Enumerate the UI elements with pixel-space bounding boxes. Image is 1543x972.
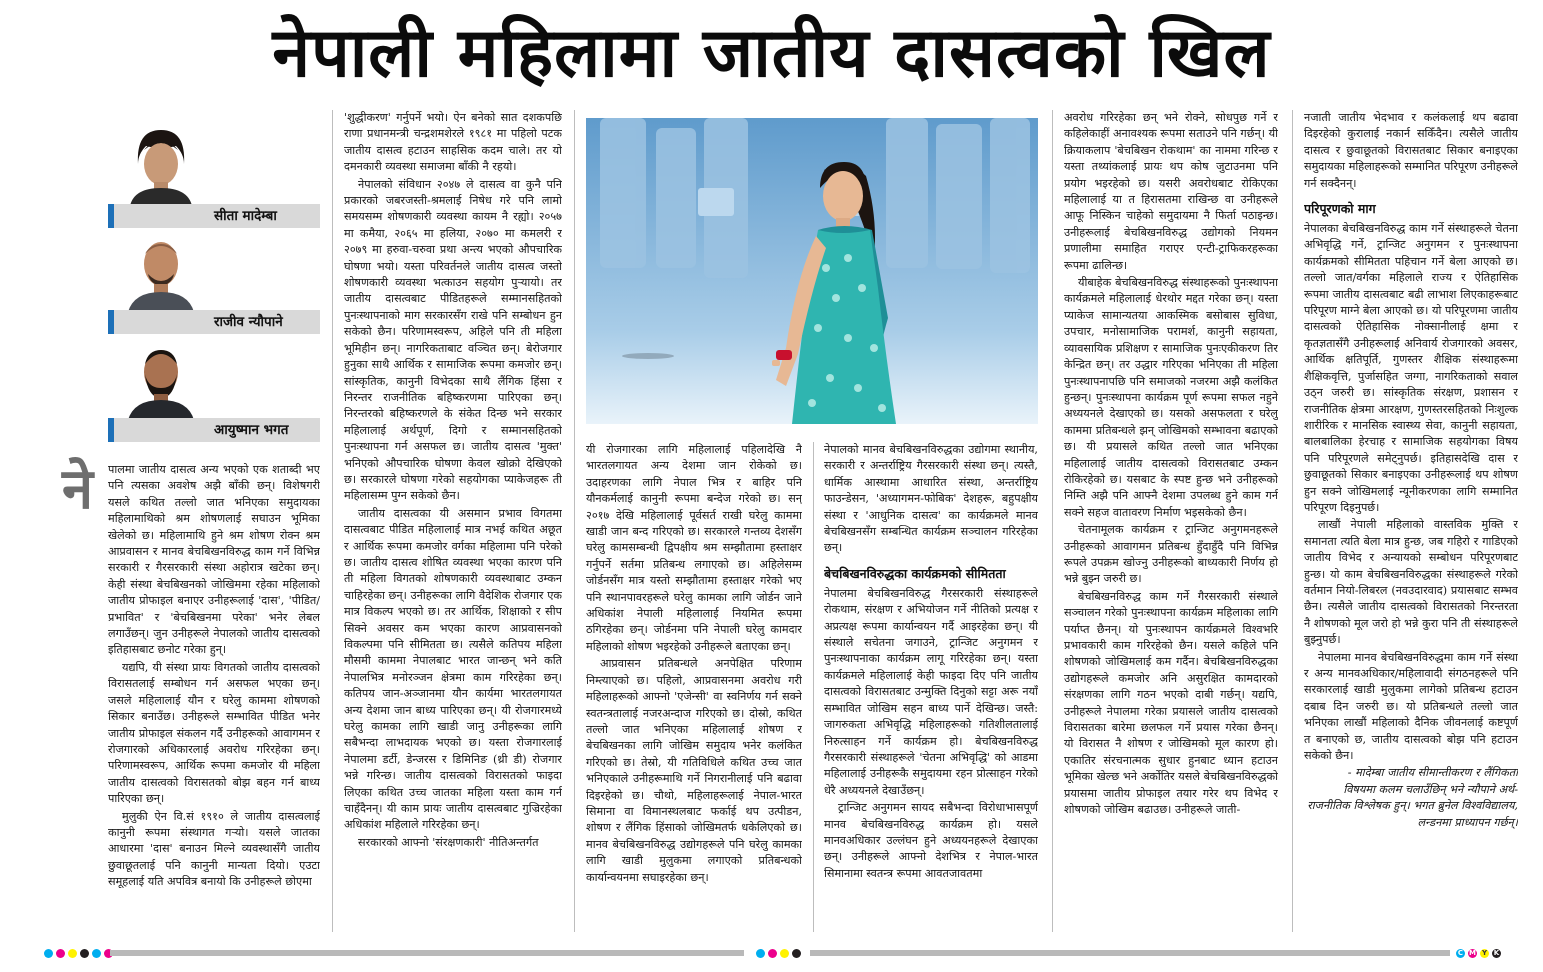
- color-dot: [92, 949, 101, 958]
- author-portrait-man-beard: [124, 338, 198, 420]
- author-credit: - मादेम्बा जातीय सीमान्तीकरण र लैंगिकता विषयमा कलम चलाउँछिन् भने न्यौपाने अर्थ-राजनीतिक विश्लेषक हुन्। भगत ब्रुनेल विश्वविद्यालय, लन्डनमा प्राध्यापन गर्छन्।: [1307, 766, 1518, 829]
- paragraph: 'शुद्धीकरण' गर्नुपर्ने भयो। ऐन बनेको सात दशकपछि राणा प्रधानमन्त्री चन्द्रशमशेरले १९८१ मा पहिलो पटक जातीय दासत्व हटाउन साहसिक कदम चाले। तर यो दमनकारी व्यवस्था समाजमा बाँकी नै रहयो।: [344, 111, 562, 174]
- illustration-woman-walking: [586, 118, 1038, 424]
- color-dot: [44, 949, 53, 958]
- color-dot: [68, 949, 77, 958]
- author-portrait-woman: [124, 124, 198, 206]
- author-name: राजीव न्यौपाने: [214, 314, 283, 330]
- paragraph: पालमा जातीय दासत्व अन्य भएको एक शताब्दी भए पनि त्यसका अवशेष अझै बाँकी छन्। विशेषगरी यसले कथित तल्लो जात भनिएका समुदायका महिलामाथिको श्रम शोषणलाई सघाउन भूमिका खेलेको छ। महिलामाथि हुने श्रम शोषण रोक्न श्रम आप्रवासन र मानव बेचबिखनविरुद्ध काम गर्ने विभिन्न सरकारी र गैरसरकारी संस्था अहोरात्र खटेका छन्। केही संस्था बेचबिखनको जोखिममा रहेका महिलाको जातीय प्रोफाइल बनाएर उनीहरूलाई 'दास', 'पीडित/प्रभावित' र 'बेचबिखनमा परेका' भनेर लेबल लगाउँछन्। जुन उनीहरूले नेपालको जातीय दासत्वको इतिहासबाट छनोट गरेका हुन्।: [108, 463, 320, 657]
- article-column-5: [1064, 110, 1278, 932]
- paragraph: जातीय दासत्वका यी असमान प्रभाव विगतमा दासत्वबाट पीडित महिलालाई मात्र नभई कथित अछूत र आर्थिक रूपमा कमजोर वर्गका महिलामा पनि परेको छ। जातीय दासत्व शोषित व्यवस्था भएका कारण पनि ती महिला विगतको शोषणकारी व्यवस्थाबाट उम्कन चाहिरहेका छन्। उनीहरूका लागि वैदेशिक रोजगार एक मात्र विकल्प भएको छ। तर आर्थिक, शिक्षाको र सीप सिक्ने अवसर कम भएका कारण आप्रवासनको विकल्पमा पनि सीमितता छ। त्यसैले कतिपय महिला मौसमी काममा नेपालबाट भारत जान्छन् भने कति नेपालभित्र मनोरञ्जन क्षेत्रमा काम गरिरहेका छन्। कतिपय जान-अञ्जानमा यौन कार्यमा भारतलगायत अन्य देशमा जान बाध्य पारिएका छन्। यी रोजगारमध्ये घरेलु कामका लागि खाडी जानु उनीहरूका लागि सबैभन्दा लाभदायक भएको छ। यस्ता रोजगारलाई नेपालमा डर्टी, डेन्जरस र डिमिनिङ (थ्री डी) रोजगार भन्ने गरिन्छ। जातीय दासत्वको विरासतको फाइदा लिएका कथित उच्च जातका महिला यस्ता काम गर्न चाहँदैनन्। यी काम प्रायः जातीय दासत्वबाट गुज्रिरहेका अधिकांश महिलाले गरिरहेका छन्।: [344, 506, 562, 832]
- article-column-2: [344, 110, 562, 932]
- cmyk-marks: [1456, 948, 1501, 958]
- paragraph: नेपालमा बेचबिखनविरुद्ध गैरसरकारी संस्थाहरूले रोकथाम, संरक्षण र अभियोजन गर्ने नीतिको प्रत्यक्ष र अप्रत्यक्ष रूपमा कार्यान्वयन गर्दै आइरहेका छन्। यी संस्थाले सचेतना जगाउने, ट्रान्जिट अनुगमन र पुनःस्थापनाका कार्यक्रम लागू गरिरहेका छन्। यस्ता कार्यक्रमले महिलालाई केही फाइदा दिए पनि जातीय दासत्वको विरासतबाट उन्मुक्ति दिनुको सट्टा अरू नयाँ सम्भावित जोखिम सहन बाध्य पार्ने देखिन्छ। जस्तै: जागरुकता अभिवृद्धि महिलाहरूको गतिशीलतालाई निरुत्साहन गर्ने कार्यक्रम हो। बेचबिखनविरुद्ध गैरसरकारी संस्थाहरूले 'चेतना अभिवृद्धि' को आडमा महिलालाई उनीहरूकै समुदायमा रहन प्रोत्साहन गरेको धेरै अध्ययनले देखाउँछन्।: [824, 586, 1038, 797]
- author-portrait-man: [124, 230, 198, 312]
- paragraph: अवरोध गरिरहेका छन् भने रोक्ने, सोधपुछ गर्ने र कहिलेकाहीं अनावश्यक रूपमा सताउने पनि गर्छन्। यी क्रियाकलाप 'बेचबिखन रोकथाम' का नाममा गरिन्छ र यस्ता तथ्यांकलाई प्रायः थप कोष जुटाउनमा पनि प्रयोग भइरहेको छ। यसरी अवरोधबाट रोकिएका महिलालाई या त हिरासतमा राखिन्छ वा उनीहरूले आफू निस्किन चाहेको समुदायमा नै फिर्ता पठाइन्छ। उनीहरूलाई बेचबिखनविरुद्ध उद्योगको नियमन प्रणालीमा समाहित गराएर एन्टी-ट्राफिकरहरूका रूपमा ढालिन्छ।: [1064, 111, 1278, 272]
- color-dot: [768, 949, 777, 958]
- article-column-3: [586, 442, 802, 932]
- column-rule: [1292, 110, 1293, 932]
- color-dot: [80, 949, 89, 958]
- section-heading: परिपूरणको माग: [1304, 201, 1376, 217]
- article-column-4: [824, 442, 1038, 932]
- paragraph: मुलुकी ऐन वि.सं १९१० ले जातीय दासत्वलाई कानुनी रूपमा संस्थागत गर्‍यो। यसले जातका आधारमा 'दास' बनाउन मिल्ने व्यवस्थासँगै जातीय छुवाछूतलाई पनि कानुनी मान्यता दियो। एउटा समूहलाई यति अपवित्र बनायो कि उनीहरूले छोएमा: [108, 809, 320, 889]
- paragraph: नेपालको मानव बेचबिखनविरुद्धका उद्योगमा स्थानीय, सरकारी र अन्तर्राष्ट्रिय गैरसरकारी संस्था छन्। त्यस्तै, धार्मिक आस्थामा आधारित संस्था, अन्तर्राष्ट्रिय फाउन्डेसन, 'अध्यागमन-फोबिक' देशहरू, बहुपक्षीय संस्था र 'आधुनिक दासत्व' का कार्यक्रमले मानव बेचबिखनसँग सम्बन्धित कार्यक्रम सञ्चालन गरिरहेका छन्।: [824, 443, 1038, 555]
- paragraph: बेचबिखनविरुद्ध काम गर्ने गैरसरकारी संस्थाले सञ्चालन गरेको पुनःस्थापना कार्यक्रम महिलाका लागि पर्याप्त छैनन्। यो पुनःस्थापन कार्यक्रमले विश्वभरि प्रभावकारी काम गरिरहेको छैन। यसले कहिले पनि शोषणको जोखिमलाई कम गर्दैन। बेचबिखनविरुद्धका उद्योगहरूले कमजोर अनि असुरक्षित कामदारको संरक्षणका लागि गठन भएको दाबी गर्छन्। यद्यपि, उनीहरूले नेपालमा गरेका प्रयासले जातीय दासत्वको विरासतका बारेमा छलफल गर्ने प्रयास गरेका छैनन्। यो विरासत नै शोषण र जोखिमको मूल कारण हो। एकातिर संरचनात्मक सुधार हुनबाट ध्यान हटाउन भूमिका खेल्छ भने अर्कोतिर यसले बेचबिखनविरुद्धको प्रयासमा जातीय प्रोफाइल तयार गरेर थप विभेद र शोषणको जोखिम बढाउछ। उनीहरूले जाती-: [1064, 589, 1278, 817]
- article-column-6: [1304, 110, 1518, 932]
- headline: नेपाली महिलामा जातीय दासत्वको खिल: [272, 14, 1271, 93]
- paragraph: नेपालमा मानव बेचबिखनविरुद्धमा काम गर्ने संस्था र अन्य मानवअधिकार/महिलावादी संगठनहरूले पनि सरकारलाई खाडी मुलुकमा लागेको प्रतिबन्ध हटाउन दबाब दिन जरुरी छ। यो प्रतिबन्धले तल्लो जात भनिएका लाखौं महिलाको दैनिक जीवनलाई कष्टपूर्ण त बनाएको छ, जातीय दासत्वको बोझ पनि हटाउन सकेको छैन।: [1304, 650, 1518, 763]
- cmyk-mark-c: C: [1457, 948, 1464, 957]
- paragraph: यी रोजगारका लागि महिलालाई पहिलादेखि नै भारतलगायत अन्य देशमा जान रोकेको छ। उदाहरणका लागि नेपाल भित्र र बाहिर पनि यौनकर्मलाई कानुनी रूपमा बन्देज गरेको छ। सन् २०१७ देखि महिलालाई पूर्वसर्त राखी घरेलु काममा खाडी जान बन्द गरिएको छ। सरकारले गन्तव्य देशसँग घरेलु कामसम्बन्धी द्विपक्षीय श्रम सम्झौतामा हस्ताक्षर गर्नुपर्ने सर्तमा प्रतिबन्ध लगाएको छ। अहिलेसम्म जोर्डनसँग मात्र यस्तो सम्झौतामा हस्ताक्षर गरेको भए पनि स्थानपावरहरूले घरेलु कामका लागि जोर्डन जाने अधिकांश नेपाली महिलालाई नियमित रूपमा ठगिरहेका छन्। जोर्डनमा पनि नेपाली घरेलु कामदार महिलाको शोषण भइरहेको उनीहरूले बताएका छन्।: [586, 443, 802, 653]
- author-block-3: [108, 338, 320, 442]
- footer-print-marks: [44, 948, 1516, 958]
- column-rule: [1052, 110, 1053, 932]
- footer-bar: [810, 950, 1450, 956]
- color-dots-left: [44, 948, 113, 958]
- paragraph: ट्रान्जिट अनुगमन सायद सबैभन्दा विरोधाभासपूर्ण मानव बेचबिखनविरुद्ध कार्यक्रम हो। यसले मानवअधिकार उल्लंघन हुने अध्ययनहरूले देखाएका छन्। उनीहरूले आफ्नो देशभित्र र नेपाल-भारत सिमानामा स्वतन्त्र रूपमा आवतजावतमा: [824, 801, 1038, 880]
- section-heading: बेचबिखनविरुद्धका कार्यक्रमको सीमितता: [824, 565, 1006, 581]
- cmyk-mark-m: M: [1469, 948, 1476, 957]
- author-name-bar: [108, 418, 320, 442]
- color-dot: [756, 949, 765, 958]
- author-block-2: [108, 230, 320, 334]
- footer-bar: [110, 950, 744, 956]
- color-dots-center: [756, 948, 801, 958]
- paragraph: सरकारको आफ्नो 'संरक्षणकारी' नीतिअन्तर्गत: [358, 835, 539, 849]
- author-name-bar: [108, 310, 320, 334]
- author-name: आयुष्मान भगत: [214, 422, 289, 438]
- cmyk-mark-k: K: [1493, 948, 1500, 957]
- color-dot: [56, 949, 65, 958]
- paragraph: चेतनामूलक कार्यक्रम र ट्रान्जिट अनुगमनहरूले उनीहरूको आवागमन प्रतिबन्ध हुँदाहुँदै पनि विभिन्न रूपले उपक्रम खोज्नु उनीहरूको बाध्यकारी निर्णय हो भन्ने बुझ्न जरुरी छ।: [1064, 523, 1278, 586]
- paragraph: यद्यपि, यी संस्था प्रायः विगतको जातीय दासत्वको विरासतलाई सम्बोधन गर्न असफल भएका छन्। जसले महिलालाई यौन र घरेलु काममा शोषणको सिकार बनाउँछ। उनीहरूले सम्भावित पीडित भनेर जातीय प्रोफाइल संकलन गर्दै उनीहरूको आवागमन र रोजगारको अधिकारलाई अवरोध गरिरहेका छन्। परिणामस्वरूप, आर्थिक रूपमा कमजोर यी महिला जातीय दासत्वको विरासतको बोझ बहन गर्न बाध्य पारिएका छन्।: [108, 660, 320, 806]
- author-block-1: [108, 124, 320, 228]
- column-rule: [813, 442, 814, 932]
- column-rule: [332, 110, 333, 932]
- paragraph: यीबाहेक बेचबिखनविरुद्ध संस्थाहरूको पुनःस्थापना कार्यक्रमले महिलालाई धेरथोर मद्दत गरेका छन्। यस्ता प्याकेज सामान्यतया आकस्मिक बसोबास सुविधा, उपचार, मनोसामाजिक परामर्श, कानुनी सहायता, व्यावसायिक प्रशिक्षण र सामाजिक पुनःएकीकरण तिर केन्द्रित छन्। तर उद्धार गरिएका भनिएका ती महिला पुनःस्थापनापछि पनि समाजको नजरमा अझै कलंकित हुन्छन्। पुनःस्थापना कार्यक्रम पूर्ण रूपमा सफल नहुने अध्ययनले देखाएको छ। यसको असफलता र घरेलु काममा प्रतिबन्धले झन् जोखिमको सम्भावना बढाएको छ। यी प्रयासले कथित तल्लो जात भनिएका महिलालाई जातीय दासत्वको विरासतबाट उम्कन रोकिरहेको छ। यसबाट के स्पष्ट हुन्छ भने उनीहरूको निम्ति अझै पनि आफ्नै देशमा उपलब्ध हुने काम गर्न सक्ने सहज वातावरण निर्माण भइसकेको छैन।: [1064, 276, 1278, 519]
- cmyk-mark-y: Y: [1481, 948, 1488, 957]
- column-rule: [574, 110, 575, 932]
- author-name-bar: [108, 204, 320, 228]
- paragraph: नेपालको संविधान २०४७ ले दासत्व वा कुनै पनि प्रकारको जबरजस्ती-श्रमलाई निषेध गरे पनि लामो समयसम्म शोषणकारी व्यवस्था कायम नै रह्यो। २०५७ मा कमैया, २०६५ मा हलिया, २०७० मा कमलरी र २०७९ मा हरुवा-चरुवा प्रथा अन्त्य भएको औपचारिक घोषणा भयो। यस्ता परिवर्तनले जातीय दासत्व जस्तो शोषणकारी व्यवस्था भत्काउन सहयोग पुऱ्यायो। तर जातीय दासत्वबाट पीडितहरूले सम्मानसहितको पुनःस्थापनाको माग सरकारसँग राखे पनि सम्बोधन हुन सकेको छैन। परिणामस्वरूप, अहिले पनि ती महिला भूमिहीन छन्। नागरिकताबाट वञ्चित छन्। बेरोजगार हुनुका साथै आर्थिक र सामाजिक रूपमा कमजोर छन्। सांस्कृतिक, कानुनी विभेदका साथै लैंगिक हिंसा र निरन्तर राजनीतिक बहिष्करणमा पारिएका छन्। निरन्तरको बहिष्करणले के संकेत दिन्छ भने सरकार महिलालाई अर्थपूर्ण, दिगो र सम्मानसहितको पुनःस्थापना गर्न असफल छ। जातीय दासत्व 'मुक्त' भनिएको औपचारिक घोषणा केवल खोक्रो देखिएको छ। सरकारले घोषणा गरेको सहयोगका प्याकेजहरू ती महिलासम्म पुग्न सकेको छैन।: [344, 177, 562, 503]
- paragraph: आप्रवासन प्रतिबन्धले अनपेक्षित परिणाम निम्त्याएको छ। पहिलो, आप्रवासनमा अवरोध गरी महिलाहरूको आफ्नो 'एजेन्सी' वा स्वनिर्णय गर्न सक्ने स्वतन्त्रतालाई नजरअन्दाज गरिएको छ। दोस्रो, कथित तल्लो जात भनिएका महिलालाई शोषण र बेचबिखनका लागि जोखिम समुदाय भनेर कलंकित गरिएको छ। तेस्रो, यी गतिविधिले कथित उच्च जात भनिएकाले उनीहरूमाथि गर्ने निगरानीलाई पनि बढावा दिइरहेको छ। चौथो, महिलाहरूलाई नेपाल-भारत सिमाना वा विमानस्थलबाट फर्काई थप उत्पीडन, शोषण र लैंगिक हिंसाको जोखिमतर्फ धकेलिएको छ। मानव बेचबिखनविरुद्ध उद्योगहरूले पनि घरेलु कामका लागि खाडी मुलुकमा लगाएको प्रतिबन्धको कार्यान्वयनमा सघाइरहेका छन्।: [586, 657, 802, 884]
- paragraph: लाखौं नेपाली महिलाको वास्तविक मुक्ति र समानता त्यति बेला मात्र हुन्छ, जब गहिरो र गाडिएको जातीय विभेद र अन्यायको सम्बोधन परिपूरणबाट हुन्छ। यो काम बेचबिखनविरुद्धका संस्थाहरूले गरेको वर्तमान नियो-लिबरल (नवउदारवाद) प्रयासबाट सम्भव छैन। त्यसैले जातीय दासत्वको विरासतको निरन्तरता नै शोषणको मूल जरो हो भन्ने कुरा पनि ती संस्थाहरूले बुझ्नुपर्छ।: [1304, 518, 1518, 647]
- dropcap: ने: [62, 457, 94, 522]
- article-column-1: [108, 462, 320, 932]
- color-dot: [792, 949, 801, 958]
- author-name: सीता मादेम्बा: [214, 208, 277, 224]
- paragraph: नेपालका बेचबिखनविरुद्ध काम गर्ने संस्थाहरूले चेतना अभिवृद्धि गर्ने, ट्रान्जिट अनुगमन र पुनःस्थापना कार्यक्रमको सीमितता पहिचान गर्ने बेला आएको छ। तल्लो जात/वर्गका महिलाले राज्य र ऐतिहासिक रूपमा जातीय दासत्वबाट बढी लाभाश लिएकाहरूबाट परिपूरण माग्ने बेला आएको छ। यो परिपूरणमा जातीय दासत्वको ऐतिहासिक नोक्सानीलाई क्षमा र कृतज्ञतासँगै उनीहरूलाई अनिवार्य रोजगारको अवसर, आर्थिक क्षतिपूर्ति, गुणस्तर शैक्षिक संस्थाहरूमा शैक्षिकवृत्ति, पुर्जासहित जग्गा, नागरिकताको सवाल उठ्न जरुरी छ। सांस्कृतिक संरक्षण, प्रशासन र राजनीतिक क्षेत्रमा आरक्षण, गुणस्तरसहितको निःशुल्क शारीरिक र मानसिक स्वास्थ्य सेवा, कानुनी सहायता, बालबालिका हेरचाह र सामाजिक सहयोगका विषय पनि परिपूरणले समेट्नुपर्छ। इतिहासदेखि दास र छुवाछूतको सिकार बनाइएका उनीहरूलाई थप शोषण हुन सक्ने जोखिमलाई न्यूनीकरणका लागि सम्मानित परिपूरण दिइनुपर्छ।: [1304, 222, 1518, 514]
- paragraph: नजाती जातीय भेदभाव र कलंकलाई थप बढावा दिइरहेको कुरालाई नकार्न सकिँदैन। त्यसैले जातीय दासत्व र छुवाछूतको विरासतबाट सिकार बनाइएका समुदायका महिलाहरूको सम्मानित परिपूरण उनीहरूले गर्न सक्दैनन्।: [1304, 111, 1518, 190]
- color-dot: [780, 949, 789, 958]
